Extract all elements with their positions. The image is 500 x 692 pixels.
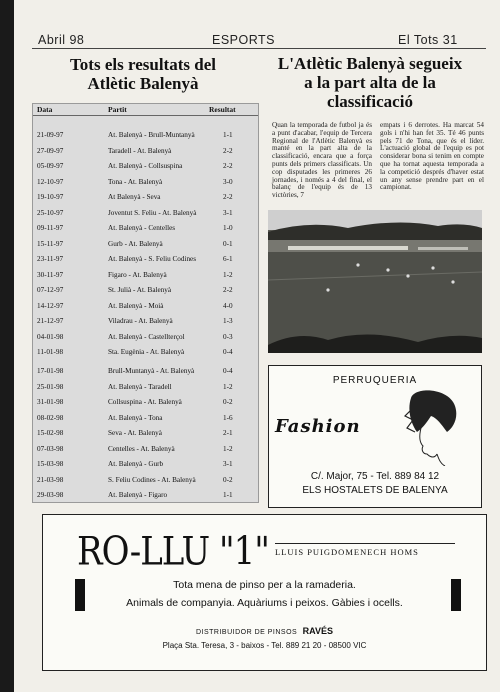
feed-store-ad [42,514,487,671]
table-row [33,348,258,358]
row-date: 29-03-98 [37,491,64,499]
distributor-label: DISTRIBUIDOR DE PINSOS [195,629,298,636]
ad-hair-address: C/. Major, 75 - Tel. 889 84 12 [310,471,440,482]
row-result: 3-1 [223,208,233,217]
table-row [33,286,258,296]
distributor-brand: RAVÉS [302,626,334,636]
football-field-photo [268,210,482,353]
header-match: Partit [108,105,127,114]
table-row [33,178,258,188]
table-row [33,224,258,234]
row-result: 1-1 [223,491,233,499]
table-row [33,445,258,455]
hairdresser-ad [268,365,482,508]
header-rule [32,48,486,49]
row-result: 4-0 [223,301,233,310]
row-result: 2-2 [223,193,233,201]
row-date: 21-12-97 [37,317,64,325]
row-match: At. Balenyà - Figaro [108,491,168,499]
table-row [33,367,258,377]
row-result: 1-2 [223,444,233,453]
issue-date: Abril 98 [38,33,85,47]
row-result: 2-2 [223,146,233,155]
table-row [33,460,258,470]
row-match: Tona - At. Balenyà [108,177,163,186]
woman-profile-illustration [397,388,461,466]
table-row [33,271,258,281]
table-row [33,209,258,219]
row-match: S. Feliu Codines - At. Balenyà [108,475,196,484]
row-date: 07-12-97 [37,286,64,294]
row-match: At Balenyà - Seva [108,193,161,201]
article-title [254,54,486,111]
results-title-line: Tots els resultats del [70,55,216,74]
article-title-line: classificació [327,92,413,111]
row-match: Collsuspina - At. Balenyà [108,398,182,406]
row-match: At. Balenyà - S. Feliu Codines [108,255,197,263]
row-match: At. Balenyà - Collsuspina [108,162,183,170]
row-date: 21-09-97 [37,131,64,139]
section-name: ESPORTS [212,33,276,47]
row-result: 6-1 [223,255,233,263]
row-date: 23-11-97 [37,255,64,263]
row-date: 27-09-97 [37,146,64,155]
ad-feed-address: Plaça Sta. Teresa, 3 - baixos - Tel. 889 21 20 - 08500 VIC [162,641,367,650]
ad-hair-town: ELS HOSTALETS DE BALENYA [302,485,448,496]
row-match: Taradell - At. Balenyà [108,146,172,155]
article-title-line: L'Atlètic Balenyà segueix [277,54,463,73]
row-match: At. Balenyà - Moià [108,301,164,310]
header-date: Data [37,105,53,114]
row-result: 1-3 [223,317,233,325]
row-result: 0-3 [223,332,233,341]
row-result: 1-6 [223,413,233,422]
table-row [33,240,258,250]
row-date: 04-01-98 [37,332,64,341]
row-result: 2-2 [223,286,233,294]
table-row [33,414,258,424]
row-date: 05-09-97 [37,162,64,170]
article-column-2: empats i 6 derrotes. Ha marcat 54 gols i n'hi han fet 35. Té 46 punts pels 71 de Tona, que és el líder. L'actuació global de l'equip es pot considerar bona si tenim en compte que ha tornat aquesta temporada a la competició després d'haver estat un any sense prendre part en el campionat. [380,121,484,192]
row-match: St. Julià - At. Balenyà [108,286,172,294]
table-row [33,193,258,203]
row-match: At. Balenyà - Gurb [108,460,164,468]
results-title [42,55,244,93]
row-date: 25-10-97 [37,208,64,217]
row-date: 15-11-97 [37,239,64,248]
row-result: 1-0 [223,224,233,232]
row-match: Gurb - At. Balenyà [108,239,163,248]
row-date: 14-12-97 [37,301,64,310]
table-row [33,429,258,439]
row-match: Sta. Eugènia - At. Balenyà [108,348,185,356]
owner-rule [275,543,455,544]
ad-hair-address-block [269,470,481,498]
ad-feed-distributor [43,626,486,636]
table-row [33,491,258,501]
row-date: 21-03-98 [37,475,64,484]
row-match: At. Balenyà - Taradell [108,382,172,391]
row-match: At. Balenyà - Brull-Muntanyà [108,131,195,139]
table-row [33,255,258,265]
row-result: 3-0 [223,177,233,186]
table-header [33,104,258,116]
row-result: 0-2 [223,475,233,484]
row-date: 15-02-98 [37,429,64,437]
table-row [33,147,258,157]
ad-feed-line-1: Tota mena de pinso per a la ramaderia. [173,579,356,591]
ad-feed-line-2: Animals de companyia. Aquàriums i peixos. Gàbies i ocells. [126,597,403,609]
row-date: 09-11-97 [37,224,64,232]
table-row [33,333,258,343]
page-number: El Tots 31 [398,33,458,47]
row-result: 2-2 [223,162,233,170]
row-date: 17-01-98 [37,367,64,375]
row-date: 07-03-98 [37,444,64,453]
row-date: 19-10-97 [37,193,64,201]
row-result: 0-4 [223,367,233,375]
row-match: Figaro - At. Balenyà [108,270,167,279]
table-row [33,317,258,327]
row-result: 0-2 [223,398,233,406]
row-match: At. Balenyà - Centelles [108,224,176,232]
row-date: 30-11-97 [37,270,64,279]
row-result: 1-2 [223,270,233,279]
table-row [33,131,258,141]
article-column-1: Quan la temporada de futbol ja és a punt d'acabar, l'equip de Tercera Regional de l'Atlètic Balenyà es manté en la part alta de la classificació, encara que a força punts dels primers classificats. Un cop disputades les primeres 26 jornades, i només a 4 del final, el balanç de l'equip és de 13 victòries, 7 [272,121,372,200]
header-result: Resultat [209,105,236,114]
row-match: At. Balenyà - Castellterçol [108,332,185,341]
table-row [33,162,258,172]
row-date: 08-02-98 [37,413,64,422]
ad-hair-logo: Fashion [275,416,361,437]
row-match: Centelles - At. Balenyà [108,444,175,453]
ad-feed-brand: RO-LLU "1" [77,529,269,575]
row-date: 15-03-98 [37,460,64,468]
table-row [33,398,258,408]
ad-feed-owner: LLUIS PUIGDOMENECH HOMS [275,547,419,557]
table-row [33,476,258,486]
table-row [33,302,258,312]
row-match: Seva - At. Balenyà [108,429,162,437]
results-table [32,103,259,503]
row-match: Joventut S. Feliu - At. Balenyà [108,208,197,217]
article-title-line: a la part alta de la [304,73,436,92]
row-match: Viladrau - At. Balenyà [108,317,173,325]
row-date: 12-10-97 [37,177,64,186]
photo-drawing [268,210,482,353]
row-date: 11-01-98 [37,348,64,356]
table-row [33,383,258,393]
row-result: 0-1 [223,239,233,248]
magazine-page [14,0,500,692]
row-match: Brull-Muntanyà - At. Balenyà [108,367,195,375]
row-result: 3-1 [223,460,233,468]
row-result: 2-1 [223,429,233,437]
row-result: 1-1 [223,131,233,139]
row-result: 0-4 [223,348,233,356]
row-date: 31-01-98 [37,398,64,406]
row-match: At. Balenyà - Tona [108,413,163,422]
row-result: 1-2 [223,382,233,391]
results-title-line: Atlètic Balenyà [87,74,199,93]
ad-hair-title: PERRUQUERIA [332,375,418,386]
row-date: 25-01-98 [37,382,64,391]
